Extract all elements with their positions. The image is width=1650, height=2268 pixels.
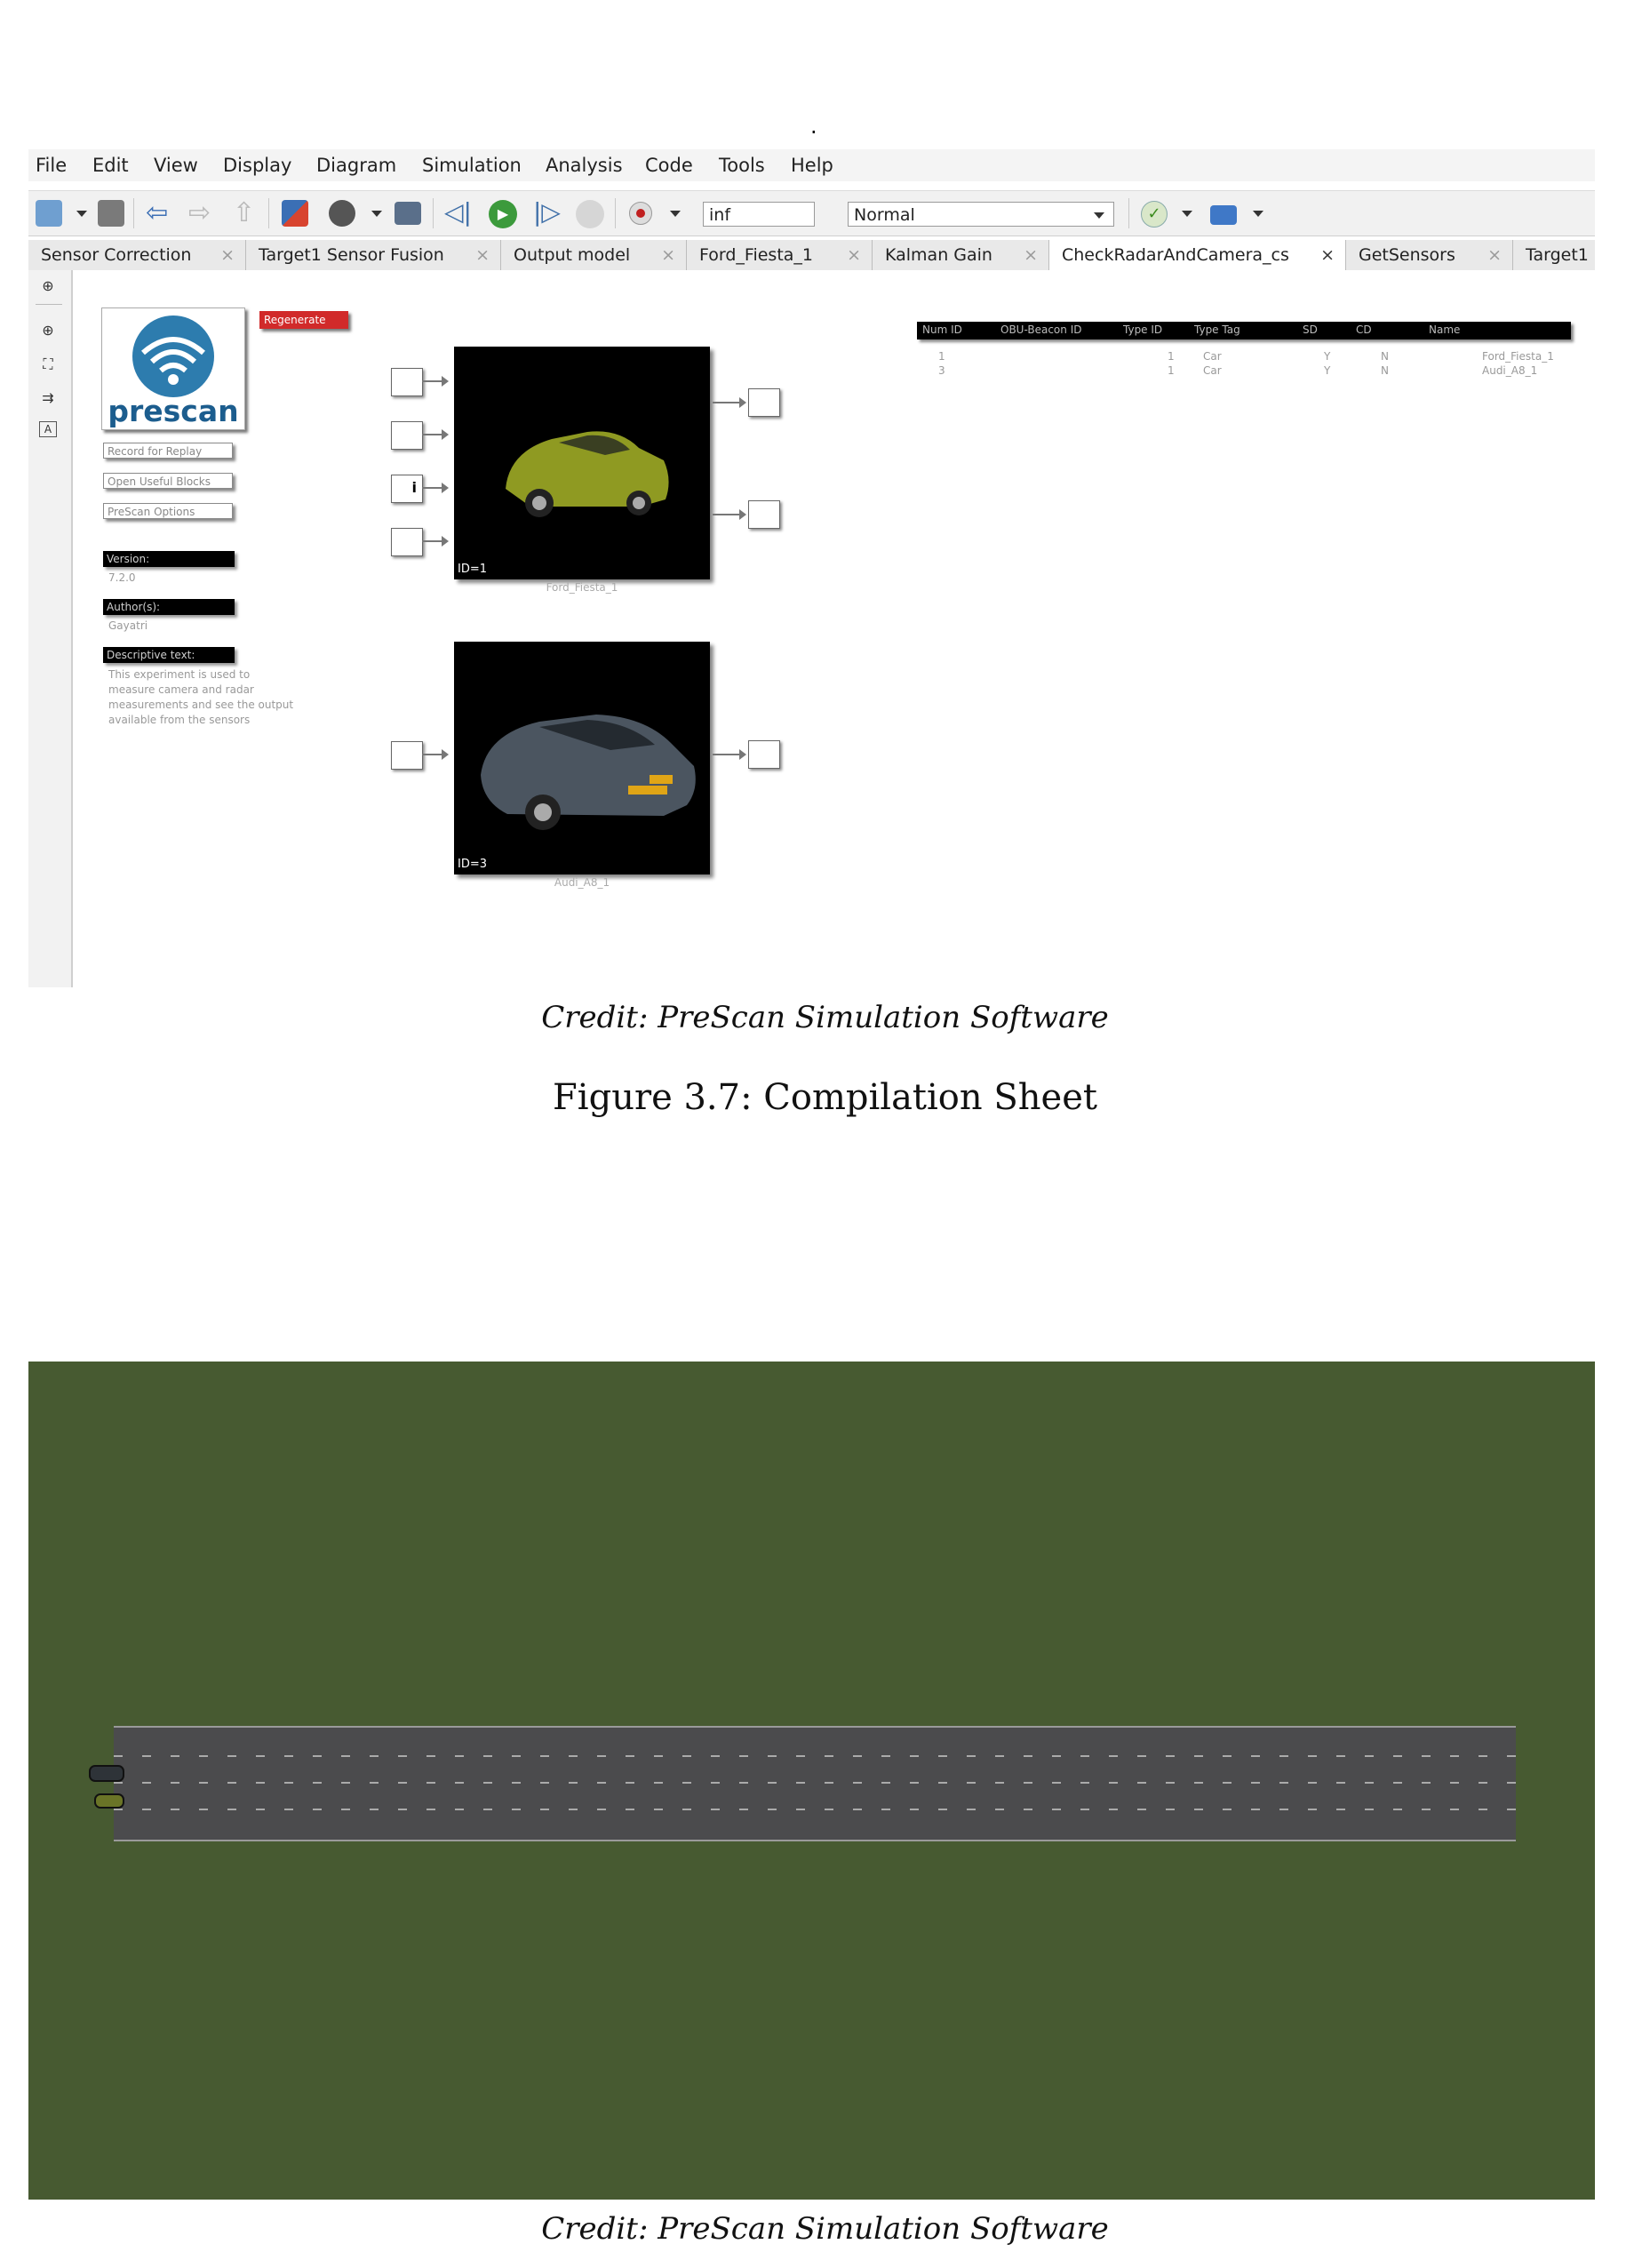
camera-sensor-block[interactable] bbox=[391, 368, 423, 396]
table-cell: Car bbox=[1203, 350, 1222, 363]
output-block[interactable] bbox=[748, 500, 780, 529]
prescan-logo-text: prescan bbox=[108, 394, 239, 428]
save-icon[interactable] bbox=[98, 200, 124, 227]
table-header-cell: Type Tag bbox=[1194, 323, 1240, 336]
canvas-palette bbox=[28, 270, 73, 987]
arrow-icon bbox=[739, 509, 746, 520]
arrow-icon bbox=[739, 749, 746, 760]
record-icon[interactable] bbox=[629, 202, 652, 225]
menu-simulation[interactable]: Simulation bbox=[422, 155, 522, 176]
close-icon[interactable]: × bbox=[1024, 245, 1038, 265]
menu-code[interactable]: Code bbox=[645, 155, 693, 176]
tab-label: GetSensors bbox=[1359, 245, 1455, 265]
tab-ford-fiesta-1[interactable] bbox=[687, 240, 873, 270]
figure-credit: Credit: PreScan Simulation Software bbox=[541, 1000, 1109, 1035]
close-icon[interactable]: × bbox=[661, 245, 675, 265]
menu-bar bbox=[28, 149, 1595, 181]
table-cell: Car bbox=[1203, 364, 1222, 377]
table-header-cell: Num ID bbox=[922, 323, 962, 336]
table-cell: Y bbox=[1324, 364, 1331, 377]
toolbar bbox=[28, 190, 1595, 236]
descriptive-text-label: Descriptive text: bbox=[103, 647, 235, 663]
tab-label: Ford_Fiesta_1 bbox=[699, 245, 814, 265]
radar-sensor-block[interactable] bbox=[391, 421, 423, 450]
authors-value: Gayatri bbox=[108, 619, 148, 632]
zoom-icon[interactable]: ⊕ bbox=[42, 322, 54, 339]
table-header-cell: OBU-Beacon ID bbox=[1000, 323, 1082, 336]
arrow-icon bbox=[442, 483, 449, 493]
toolbar-divider bbox=[615, 198, 616, 228]
display-block[interactable] bbox=[391, 528, 423, 556]
road bbox=[114, 1726, 1516, 1841]
tab-label: Kalman Gain bbox=[885, 245, 992, 265]
table-cell: N bbox=[1381, 350, 1389, 363]
table-cell: 1 bbox=[1168, 364, 1175, 377]
descriptive-text-line: available from the sensors bbox=[108, 714, 251, 726]
open-useful-blocks-button[interactable]: Open Useful Blocks bbox=[103, 473, 233, 489]
back-icon[interactable]: ⇦ bbox=[146, 197, 169, 228]
prescan-simulink-window bbox=[28, 149, 1595, 987]
signal-line bbox=[422, 380, 442, 382]
chevron-down-icon[interactable] bbox=[76, 211, 87, 217]
table-header-cell: Name bbox=[1429, 323, 1461, 336]
palette-divider bbox=[36, 304, 62, 305]
model-tab-bar bbox=[28, 240, 1595, 271]
hide-browser-icon[interactable]: ⊕ bbox=[42, 277, 54, 294]
simulation-mode-value: Normal bbox=[854, 205, 915, 225]
tab-target1-sensor-fusion[interactable] bbox=[246, 240, 501, 270]
arrow-icon bbox=[442, 749, 449, 760]
forward-icon[interactable]: ⇨ bbox=[188, 197, 211, 228]
table-header-cell: CD bbox=[1356, 323, 1372, 336]
tab-label: CheckRadarAndCamera_cs bbox=[1062, 245, 1289, 265]
signal-line bbox=[713, 402, 739, 403]
chevron-down-icon[interactable] bbox=[371, 211, 382, 217]
debug-icon[interactable] bbox=[395, 202, 421, 225]
step-forward-icon[interactable]: |▷ bbox=[533, 197, 561, 227]
lane-markings bbox=[114, 1728, 1516, 1840]
audi-car-topview bbox=[89, 1765, 124, 1782]
tab-checkradarandcamera-cs[interactable] bbox=[1049, 240, 1346, 272]
prescan-logo-mark bbox=[102, 308, 244, 397]
annotation-icon[interactable]: A bbox=[39, 421, 57, 437]
tab-target1[interactable] bbox=[1513, 240, 1595, 270]
menu-analysis[interactable]: Analysis bbox=[546, 155, 623, 176]
prescan-options-button[interactable]: PreScan Options bbox=[103, 503, 233, 519]
step-back-icon[interactable]: ◁| bbox=[444, 197, 472, 227]
vehicle-block-ford-fiesta[interactable] bbox=[454, 347, 710, 579]
version-label: Version: bbox=[103, 551, 235, 567]
chevron-down-icon[interactable] bbox=[1182, 211, 1192, 217]
menu-edit[interactable]: Edit bbox=[92, 155, 129, 176]
yellow-car-icon bbox=[454, 347, 710, 579]
close-icon[interactable]: × bbox=[847, 245, 861, 265]
vehicle-block-audi-a8[interactable] bbox=[454, 642, 710, 874]
vehicle-name-label: Ford_Fiesta_1 bbox=[546, 581, 618, 594]
chevron-down-icon[interactable] bbox=[670, 211, 681, 217]
arrow-icon bbox=[739, 397, 746, 408]
up-icon[interactable]: ⇧ bbox=[233, 197, 256, 228]
tab-kalman-gain[interactable] bbox=[873, 240, 1049, 270]
menu-help[interactable]: Help bbox=[791, 155, 833, 176]
table-cell: Y bbox=[1324, 350, 1331, 363]
table-cell: 3 bbox=[938, 364, 945, 377]
info-block[interactable] bbox=[391, 475, 423, 503]
close-icon[interactable]: × bbox=[1487, 245, 1502, 265]
record-for-replay-button[interactable]: Record for Replay bbox=[103, 443, 233, 459]
toolbar-divider bbox=[133, 198, 134, 228]
chevron-down-icon bbox=[1094, 212, 1104, 219]
tab-label: Target1 Sensor Fusion bbox=[259, 245, 444, 265]
signal-line bbox=[713, 514, 739, 515]
top-dot: . bbox=[810, 114, 817, 139]
table-cell: 1 bbox=[1168, 350, 1175, 363]
signal-line bbox=[422, 540, 442, 542]
camera-sensor-block[interactable] bbox=[391, 741, 423, 770]
figure-caption: Figure 3.7: Compilation Sheet bbox=[553, 1077, 1097, 1118]
signal-line bbox=[422, 754, 442, 755]
build-icon[interactable] bbox=[1210, 205, 1237, 225]
stop-time-input[interactable]: inf bbox=[703, 202, 815, 227]
diagram-canvas[interactable] bbox=[28, 270, 1595, 987]
regenerate-button[interactable]: Regenerate bbox=[259, 311, 348, 329]
vehicle-name-label: Audi_A8_1 bbox=[554, 876, 610, 889]
tab-output-model[interactable] bbox=[501, 240, 687, 270]
simulation-scene-topview bbox=[28, 1362, 1595, 2200]
info-icon: i bbox=[411, 479, 417, 496]
arrow-icon bbox=[442, 429, 449, 440]
toolbar-divider bbox=[433, 198, 434, 228]
prescan-logo[interactable] bbox=[101, 307, 245, 430]
close-icon[interactable]: × bbox=[220, 245, 235, 265]
table-header-cell: SD bbox=[1303, 323, 1318, 336]
close-icon[interactable]: × bbox=[475, 245, 490, 265]
table-header-cell: Type ID bbox=[1123, 323, 1163, 336]
arrow-icon bbox=[442, 376, 449, 387]
output-block[interactable] bbox=[748, 388, 780, 417]
toolbar-divider bbox=[1128, 198, 1129, 228]
tab-label: Target1 bbox=[1526, 245, 1589, 265]
menu-file[interactable]: File bbox=[36, 155, 68, 176]
table-cell: Ford_Fiesta_1 bbox=[1482, 350, 1554, 363]
toolbar-divider bbox=[268, 198, 269, 228]
tab-getsensors[interactable] bbox=[1346, 240, 1513, 270]
library-browser-icon[interactable] bbox=[36, 200, 62, 227]
authors-label: Author(s): bbox=[103, 599, 235, 615]
table-header bbox=[917, 322, 1571, 339]
tab-label: Output model bbox=[514, 245, 631, 265]
menu-view[interactable]: View bbox=[154, 155, 198, 176]
ford-car-topview bbox=[94, 1793, 124, 1809]
version-value: 7.2.0 bbox=[108, 571, 136, 584]
run-icon[interactable]: ▶ bbox=[489, 200, 517, 228]
descriptive-text-line: measure camera and radar bbox=[108, 683, 254, 696]
simulation-mode-select[interactable] bbox=[848, 202, 1114, 227]
fit-to-view-icon[interactable]: ⛶ bbox=[43, 355, 53, 372]
signal-line bbox=[422, 434, 442, 435]
menu-display[interactable]: Display bbox=[223, 155, 292, 176]
tab-sensor-correction[interactable] bbox=[28, 240, 246, 270]
vehicle-id-label: ID=3 bbox=[458, 858, 488, 871]
menu-diagram[interactable]: Diagram bbox=[316, 155, 397, 176]
signal-line bbox=[422, 487, 442, 489]
dark-car-icon bbox=[454, 642, 710, 874]
stop-icon[interactable] bbox=[576, 200, 604, 228]
table-cell: 1 bbox=[938, 350, 945, 363]
arrows-icon[interactable]: ⇉ bbox=[42, 389, 54, 406]
descriptive-text-line: This experiment is used to bbox=[108, 668, 251, 681]
descriptive-text-line: measurements and see the output bbox=[108, 699, 294, 711]
vehicle-id-label: ID=1 bbox=[458, 563, 488, 576]
check-icon[interactable]: ✓ bbox=[1141, 201, 1168, 228]
model-explorer-icon[interactable] bbox=[282, 200, 308, 227]
chevron-down-icon[interactable] bbox=[1253, 211, 1263, 217]
signal-line bbox=[713, 754, 739, 755]
table-cell: N bbox=[1381, 364, 1389, 377]
table-cell: Audi_A8_1 bbox=[1482, 364, 1538, 377]
settings-icon[interactable] bbox=[329, 200, 355, 227]
close-icon[interactable]: × bbox=[1320, 245, 1335, 265]
output-block[interactable] bbox=[748, 740, 780, 769]
menu-tools[interactable]: Tools bbox=[719, 155, 765, 176]
figure-credit: Credit: PreScan Simulation Software bbox=[541, 2211, 1109, 2247]
tab-label: Sensor Correction bbox=[41, 245, 192, 265]
arrow-icon bbox=[442, 536, 449, 547]
